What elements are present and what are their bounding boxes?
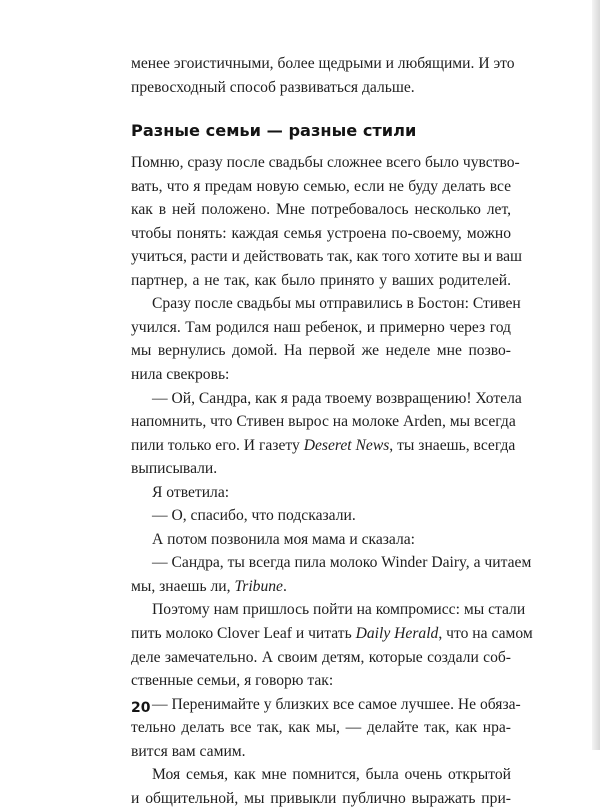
dialogue-line: — Перенимайте у близких все самое лучшее. Не обяза- <box>152 696 521 713</box>
dialogue-line <box>131 575 511 599</box>
newspaper-title: Deseret News <box>303 437 390 454</box>
page-edge-shadow <box>592 0 600 750</box>
text-line: партнер, а не так, как было принято у ваших родителей. <box>131 272 511 289</box>
text-line: и общительной, мы привыкли публично выражать при- <box>131 790 511 807</box>
text-span: пить молоко Clover Leaf и читать <box>131 625 356 642</box>
text-span: . <box>282 578 287 595</box>
text-line <box>131 622 533 646</box>
section-heading: Разные семьи — разные стили <box>131 121 417 140</box>
dialogue-line: напомнить, что Стивен вырос на молоке Arden, мы всегда <box>131 413 516 430</box>
dialogue-line <box>131 434 516 458</box>
text-line: деле замечательно. А своим детям, которые создали соб- <box>131 649 511 666</box>
text-line: учился. Там родился наш ребенок, и примерно через год <box>131 319 511 336</box>
text-span: , что на самом <box>438 625 533 642</box>
text-line: менее эгоистичными, более щедрыми и любящими. И это <box>131 55 515 72</box>
text-line: как в ней положено. Мне потребовалось несколько лет, <box>131 201 511 218</box>
newspaper-title: Tribune <box>234 578 283 595</box>
text-line: Сразу после свадьбы мы отправились в Бостон: Стивен <box>152 295 521 312</box>
text-span: пили только его. И газету <box>131 437 304 454</box>
dialogue-line: выписывали. <box>131 460 218 477</box>
text-line: Помню, сразу после свадьбы сложнее всего было чувство- <box>131 154 520 171</box>
text-line: Я ответила: <box>152 484 230 501</box>
text-line: Моя семья, как мне помнится, была очень открытой <box>152 766 511 783</box>
dialogue-line: — О, спасибо, что подсказали. <box>152 507 356 524</box>
page-number: 20 <box>131 700 151 716</box>
text-span: , ты знаешь, всегда <box>389 437 516 454</box>
dialogue-line: тельно делать все так, как мы, — делайте так, как нра- <box>131 719 511 736</box>
text-line: учиться, расти и действовать так, как того хотите вы и ваш <box>131 248 523 265</box>
text-span: мы, знаешь ли, <box>131 578 235 595</box>
text-line: чтобы понять: каждая семья устроена по-своему, можно <box>131 225 511 242</box>
text-line: мы вернулись домой. На первой же неделе мне позво- <box>131 342 511 359</box>
dialogue-line: вится вам самим. <box>131 743 246 760</box>
dialogue-line: — Сандра, ты всегда пила молоко Winder Dairy, а читаем <box>152 554 532 571</box>
text-line: нила свекровь: <box>131 366 230 383</box>
text-line: ственные семьи, я говорю так: <box>131 672 334 689</box>
text-line: Поэтому нам пришлось пойти на компромисс: мы стали <box>152 601 526 618</box>
text-line: превосходный способ развиваться дальше. <box>131 79 415 96</box>
text-line: А потом позвонила моя мама и сказала: <box>152 531 415 548</box>
dialogue-line: — Ой, Сандра, как я рада твоему возвращению! Хотела <box>152 390 522 407</box>
newspaper-title: Daily Herald <box>355 625 439 642</box>
text-line: вать, что я предам новую семью, если не буду делать все <box>131 178 511 195</box>
